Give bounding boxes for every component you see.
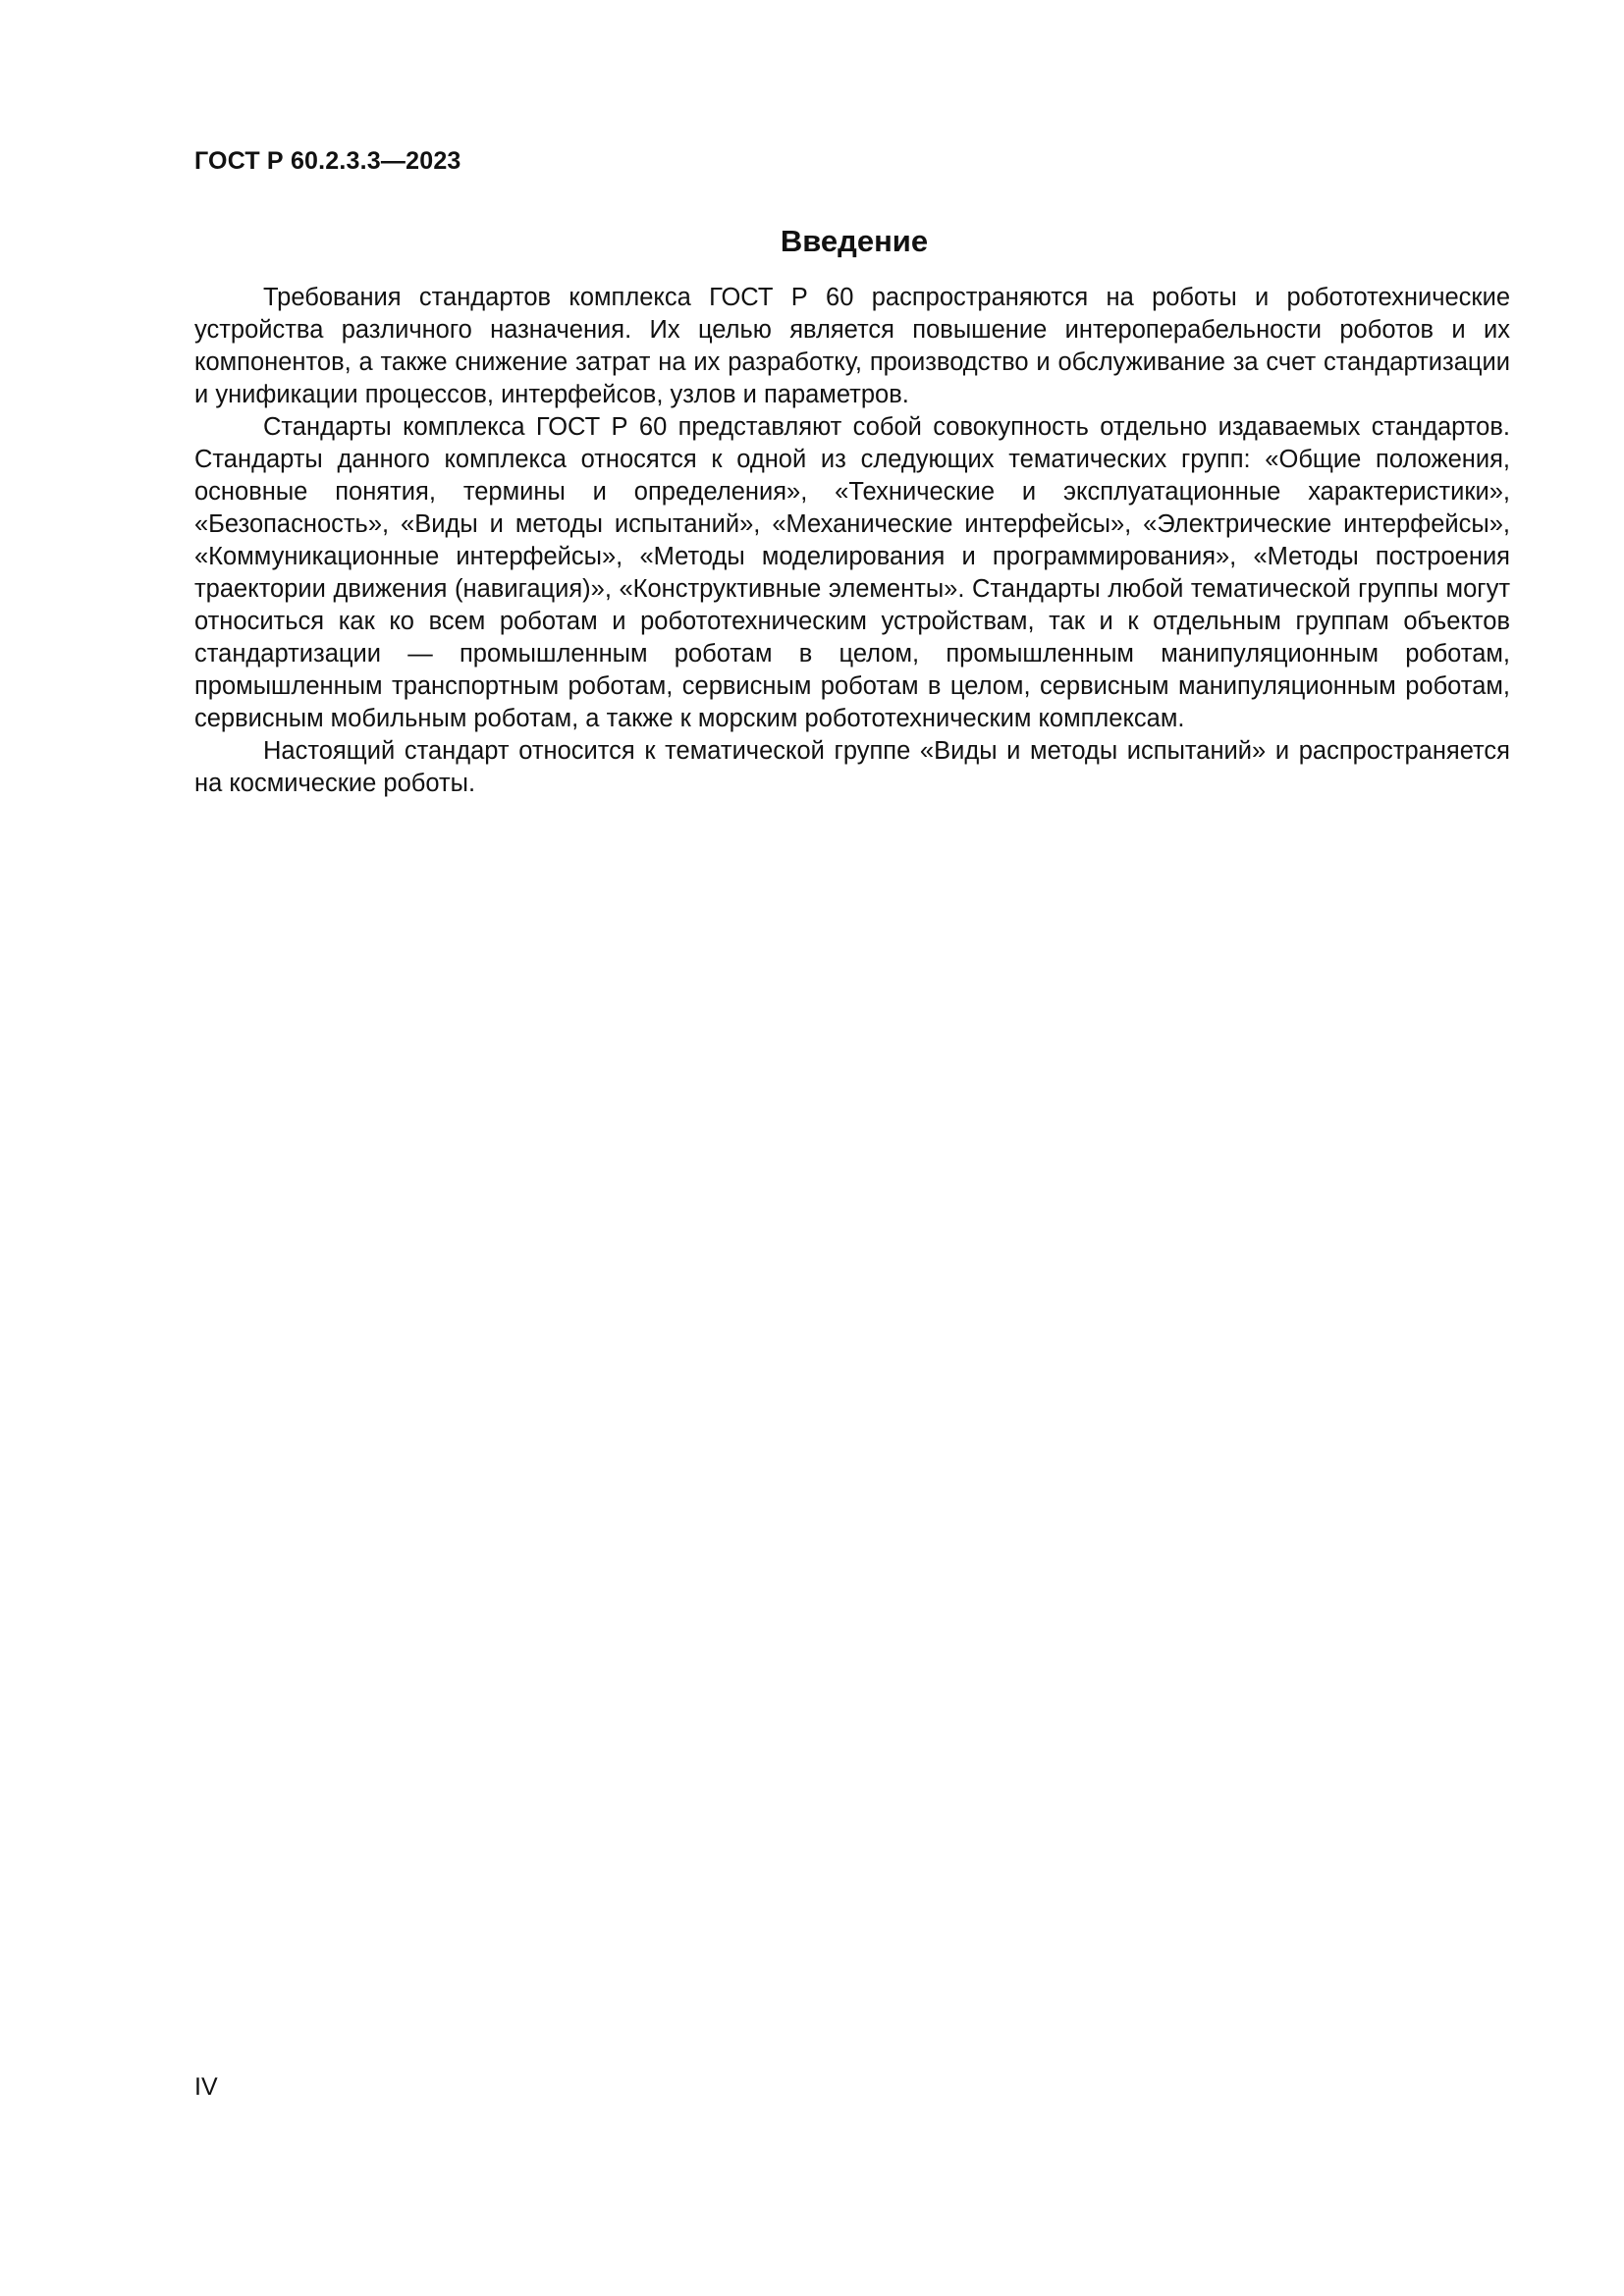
section-title: Введение xyxy=(780,224,929,258)
paragraph-applicability: Настоящий стандарт относится к тематической группе «Виды и методы испытаний» и распространяется на космические роботы. xyxy=(194,737,1510,797)
paragraph-scope: Требования стандартов комплекса ГОСТ Р 60 распространяются на роботы и робототехнические устройства различного назначения. Их целью является повышение интероперабельности роботов и их компонентов, а также снижение затрат на их разработку, производство и обслуживание за счет стандартизации и унификации процессов, интерфейсов, узлов и параметров. xyxy=(194,284,1510,408)
document-code: ГОСТ Р 60.2.3.3—2023 xyxy=(194,147,461,175)
page-number: IV xyxy=(194,2073,218,2101)
paragraph-thematic-groups: Стандарты комплекса ГОСТ Р 60 представляют собой совокупность отдельно издаваемых стандартов. Стандарты данного комплекса относятся к одной из следующих тематических групп: «Общие положения, основные понятия, термины и определения», «Технические и эксплуатационные характеристики», «Безопасность», «Виды и методы испытаний», «Механические интерфейсы», «Электрические интерфейсы», «Коммуникационные интерфейсы», «Методы моделирования и программирования», «Методы построения траектории движения (навигация)», «Конструктивные элементы». Стандарты любой тематической группы могут относиться как ко всем роботам и робототехническим устройствам, так и к отдельным группам объектов стандартизации — промышленным роботам в целом, промышленным манипуляционным роботам, промышленным транспортным роботам, сервисным роботам в целом, сервисным манипуляционным роботам, сервисным мобильным роботам, а также к морским робототехническим комплексам. xyxy=(194,413,1510,732)
introduction-body xyxy=(194,282,1510,800)
